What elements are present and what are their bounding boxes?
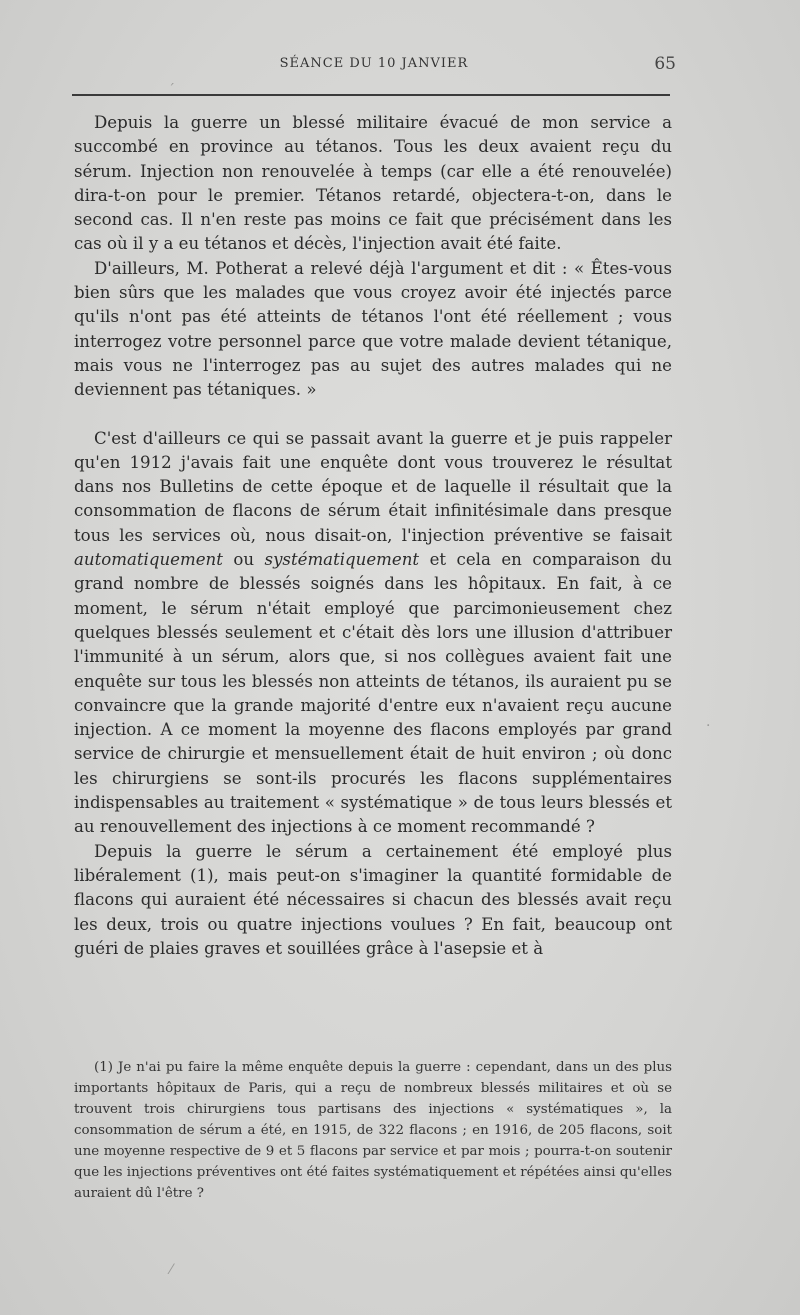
page-number: 65 [654, 54, 676, 74]
emphasis-automatiquement: automatiquement [74, 550, 223, 570]
paragraph: Depuis la guerre un blessé militaire évacué de mon service a succombé en province au tétanos. Tous les deux avaient reçu du sérum. Injection non renouvelée à temps (car elle a été renouvelée) dira-t-on pour le premier. Tétanos retardé, objectera-t-on, dans le second cas. Il n'en reste pas moins ce fait que précisément dans les cas où il y a eu tétanos et décès, l'injection avait été faite. [74, 113, 672, 254]
footnote: (1) Je n'ai pu faire la même enquête depuis la guerre : cependant, dans un des plus importants hôpitaux de Paris, qui a reçu de nombreux blessés militaires et où se trouvent trois chirurgiens tous partisans des injections « systématiques », la consommation de sérum a été, en 1915, de 322 flacons ; en 1916, de 205 flacons, soit une moyenne respective de 9 et 5 flacons par service et par mois ; pourra-t-on soutenir que les injections préventives ont été faites systématiquement et répétées ainsi qu'elles auraient dû l'être ? [74, 1060, 672, 1201]
paragraph-text: ou [222, 550, 265, 570]
paragraph-text: et cela en comparaison du grand nombre de blessés soignés dans les hôpitaux. En fait, à ce moment, le sérum n'était employé que parcimonieusement chez quelques blessés seulement et c'était dès lors une illusion d'attribuer l'immunité à un sérum, alors que, si nos collègues avaient fait une enquête sur tous les blessés non atteints de tétanos, ils auraient pu se convaincre que la grande majorité d'entre eux n'avaient reçu aucune injection. A ce moment la moyenne des flacons employés par grand service de chirurgie et mensuellement était de huit environ ; où donc les chirurgiens se sont-ils procurés les flacons supplémentaires indispensables au traitement « systématique » de tous leurs blessés et au renouvellement des injections à ce moment recommandé ? [74, 550, 672, 837]
paragraph: Depuis la guerre le sérum a certainement été employé plus libéralement (1), mais peut-on s'imaginer la quantité formidable de flacons qui auraient été nécessaires si chacun des blessés avait reçu les deux, trois ou quatre injections voulues ? En fait, beaucoup ont guéri de plaies graves et souillées grâce à l'asepsie et à [74, 841, 672, 958]
paragraph [74, 427, 672, 840]
print-speck: ⁄ [170, 1262, 173, 1278]
running-head: SÉANCE DU 10 JANVIER [279, 56, 469, 71]
print-speck: · [706, 718, 711, 734]
main-text [74, 111, 672, 961]
emphasis-systematiquement: systématiquement [264, 550, 420, 570]
page-header [72, 54, 676, 80]
header-rule [72, 94, 670, 96]
print-speck: ´ [168, 82, 175, 98]
paragraph: D'ailleurs, M. Potherat a relevé déjà l'argument et dit : « Êtes-vous bien sûrs que les malades que vous croyez avoir été injectés parce qu'ils n'ont pas été atteints de tétanos l'ont été réellement ; vous interrogez votre personnel parce que votre malade devient tétanique, mais vous ne l'interrogez pas au sujet des autres malades qui ne deviennent pas tétaniques. » [74, 258, 672, 400]
paragraph-text: C'est d'ailleurs ce qui se passait avant la guerre et je puis rappeler qu'en 1912 j'avais fait une enquête dont vous trouverez le résultat dans nos Bulletins de cette époque et de laquelle il résultait que la consommation de flacons de sérum était infinitésimale dans presque tous les services où, nous disait-on, l'injection préventive se faisait [74, 428, 672, 545]
